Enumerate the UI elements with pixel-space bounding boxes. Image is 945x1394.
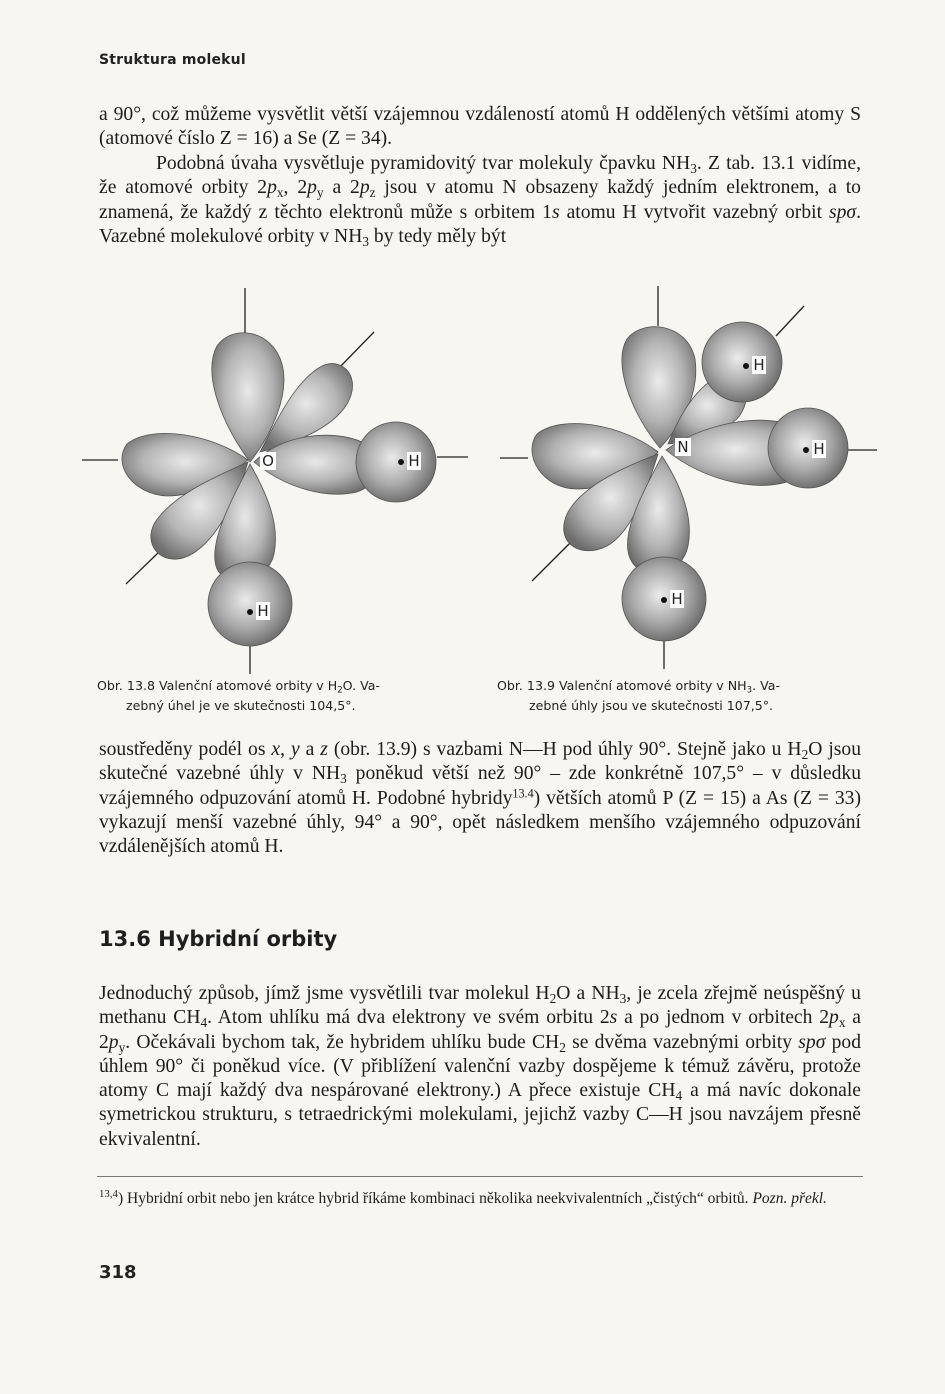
- hydrogen-label-bottom: H: [671, 590, 683, 608]
- figure-h2o-orbitals: [82, 284, 472, 674]
- orbital-lobes: [532, 322, 848, 641]
- hydrogen-label-right: H: [408, 452, 420, 470]
- hydrogen-nucleus-bottom: [247, 609, 253, 615]
- page-number: 318: [99, 1262, 137, 1283]
- paragraph-1: a 90°, což můžeme vysvětlit větší vzájemnou vzdáleností atomů H oddělených většími atomy S (atomové číslo Z = 16) a Se (Z = 34).: [99, 104, 861, 150]
- hydrogen-nucleus-right: [398, 459, 404, 465]
- nh3-orbital-diagram: [492, 284, 892, 674]
- figure-13-9-caption: Obr. 13.9 Valenční atomové orbity v $NH_3$. Va- zebné úhly jsou ve skutečnosti 107,5°.: [497, 678, 780, 713]
- footnote-divider: [97, 1176, 863, 1177]
- axis-y-bottom: [532, 543, 570, 581]
- hydrogen-nucleus-top-right: [743, 363, 749, 369]
- hydrogen-sphere-top-right: [702, 322, 782, 402]
- h2o-orbital-diagram: [82, 284, 472, 674]
- hydrogen-sphere-right: [356, 422, 436, 502]
- paragraph-2: Podobná úvaha vysvětluje pyramidovitý tvar molekuly čpavku $NH_3$. Z tab. 13.1 vidíme, že atomové orbity $2p_x$, $2p_y$ a $2p_z$ jsou v atomu N obsazeny každý jedním elektronem, a to znamená, že každý z těchto elektronů může s orbitem 1s atomu H vytvořit vazebný orbit spσ. Vazebné molekulové orbity v $NH_3$ by tedy měly být: [99, 153, 861, 249]
- section-heading: 13.6 Hybridní orbity: [99, 927, 338, 951]
- axis-y-top: [337, 332, 374, 370]
- axis-y-bottom: [126, 551, 160, 584]
- figure-nh3-orbitals: [492, 284, 892, 674]
- oxygen-label: O: [262, 452, 274, 470]
- orbital-lobes: [122, 333, 436, 646]
- axis-y-top: [776, 306, 804, 336]
- paragraph-3: soustředěny podél os x, y a z (obr. 13.9) s vazbami N—H pod úhly 90°. Stejně jako u $H_2O$ jsou skutečné vazebné úhly v $NH_3$ poněkud větší než 90° – zde konkrétně 107,5° – v důsledku vzájemného odpuzování atomů H. Podobné hybridy$^{13.4}$) větších atomů P (Z = 15) a As (Z = 33) vykazují menší vazebné úhly, 94° a 90°, opět následkem menšího vzájemného odpuzování vzdálenějších atomů H.: [99, 739, 862, 858]
- hydrogen-sphere-bottom: [208, 562, 292, 646]
- hydrogen-nucleus-right: [803, 447, 809, 453]
- footnote: $^{13,4}$) Hybridní orbit nebo jen krátce hybrid říkáme kombinaci několika neekvivalentních „čistých“ orbitů. Pozn. překl.: [99, 1188, 827, 1207]
- footnote-marker: 13,4: [99, 1188, 118, 1201]
- paragraph-4: Jednoduchý způsob, jímž jsme vysvětlili tvar molekul $H_2O$ a $NH_3$, je zcela zřejmě neúspěšný u methanu $CH_4$. Atom uhlíku má dva elektrony ve svém orbitu 2s a po jednom v orbitech $2p_x$ a $2p_y$. Očekávali bychom tak, že hybridem uhlíku bude $CH_2$ se dvěma vazebnými orbity spσ pod úhlem 90° či poněkud více. (V přiblížení valenční vazby dospějeme k témuž závěru, protože atomy C mají každý dva nespárované elektrony.) A přece existuje $CH_4$ a má navíc dokonale symetrickou strukturu, s tetraedrickými molekulami, jejichž vazby C—H jsou navzájem přesně ekvivalentní.: [99, 983, 861, 1150]
- hydrogen-label-bottom: H: [257, 602, 269, 620]
- hydrogen-label-top-right: H: [753, 356, 765, 374]
- footnote-reference[interactable]: 13.4: [512, 785, 534, 800]
- running-head: Struktura molekul: [99, 52, 246, 68]
- hydrogen-nucleus-bottom: [661, 597, 667, 603]
- nitrogen-label: N: [677, 438, 689, 456]
- hydrogen-label-right: H: [813, 440, 825, 458]
- figure-13-8-caption: Obr. 13.8 Valenční atomové orbity v $H_2O$. Va- zebný úhel je ve skutečnosti 104,5°.: [97, 678, 380, 713]
